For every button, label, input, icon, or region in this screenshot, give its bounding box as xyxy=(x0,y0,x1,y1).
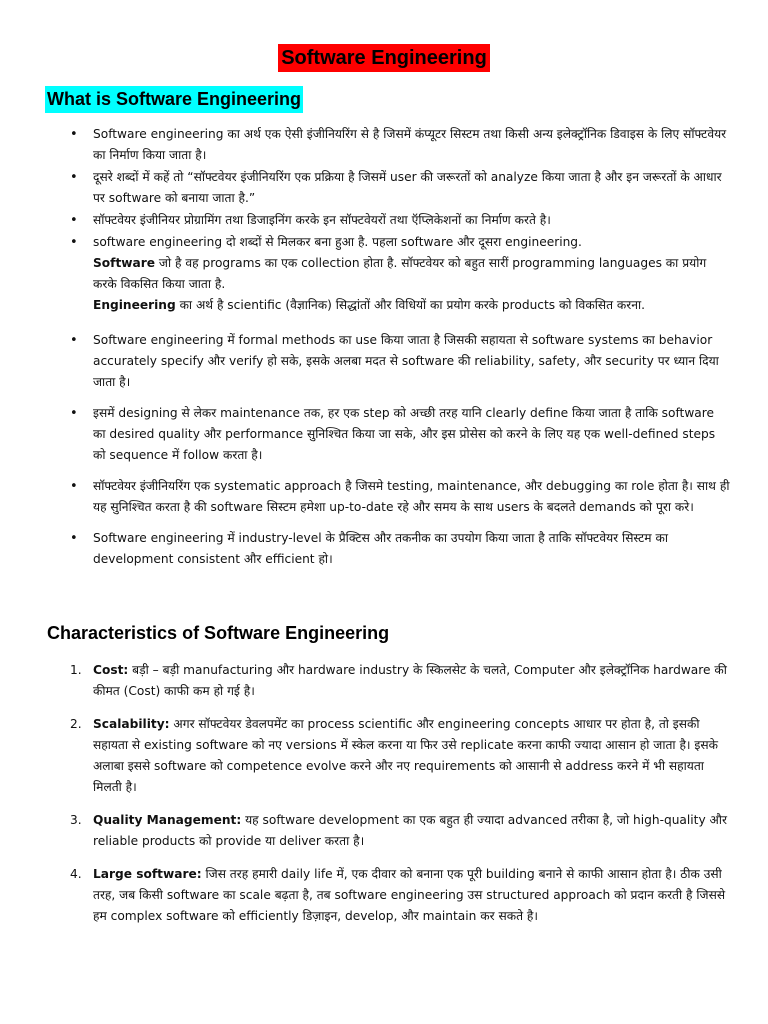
item-text: अगर सॉफ्टवेयर डेवलपमेंट का process scientific और engineering concepts आधार पर होता है, तो इसकी सहायता से existing software को नए versions में स्केल करना या फिर उसे replicate करना काफी ज्यादा आसान हो जाता है। इसके अलाबा इससे software को competence evolve करने और नए requirements को आसानी से address करने में भी सहायता मिलती है। xyxy=(93,717,719,794)
bullet-text: Software engineering में formal methods का use किया जाता है जिसकी सहायता से software systems का behavior accurately specify और verify हो सके, इसके अलबा मदत से software की reliability, safety, और security पर ध्यान दिया जाता है। xyxy=(93,333,719,389)
item-number: 1. xyxy=(70,663,82,677)
item-label: Scalability: xyxy=(93,717,170,731)
bullet-text: सॉफ्टवेयर इंजीनियर प्रोग्रामिंग तथा डिजाइनिंग करके इन सॉफ्टवेयरों तथा ऍप्लिकेशनों का निर्माण करते है। xyxy=(93,213,551,227)
item-text: बड़ी – बड़ी manufacturing और hardware industry के स्किलसेट के चलते, Computer और इलेक्ट्रॉनिक hardware की कीमत (Cost) काफी कम हो गई है। xyxy=(93,663,727,698)
section-heading-what-is: What is Software Engineering xyxy=(45,86,303,113)
bullet-item xyxy=(70,476,730,518)
bullet-text: सॉफ्टवेयर इंजीनियरिंग एक systematic approach है जिसमे testing, maintenance, और debugging का role होता है। साथ ही यह सुनिश्चित करता है की software सिस्टम हमेशा up-to-date रहे और समय के साथ users के बदलते demands को पूरा करे। xyxy=(93,479,730,514)
section-heading-characteristics: Characteristics of Software Engineering xyxy=(47,623,390,643)
list-item xyxy=(70,714,730,798)
term-label: Software xyxy=(93,256,156,270)
list-item xyxy=(70,660,730,702)
bullet-text: Software engineering में industry-level के प्रैक्टिस और तकनीक का उपयोग किया जाता है ताकि सॉफ्टवेयर सिस्टम का development consistent और efficient हो। xyxy=(93,531,668,566)
bullet-item xyxy=(70,403,730,466)
bullet-text: Software engineering का अर्थ एक ऐसी इंजीनियरिंग से है जिसमें कंप्यूटर सिस्टम तथा किसी अन्य इलेक्ट्रॉनिक डिवाइस के लिए सॉफ्टवेयर का निर्माण किया जाता है। xyxy=(93,127,727,162)
item-number: 4. xyxy=(70,867,82,881)
list-item xyxy=(70,810,730,852)
term-text: जो है वह programs का एक collection होता है. सॉफ्टवेयर को बहुत सारीं programming languages का प्रयोग करके विकसित किया जाता है. xyxy=(93,256,707,291)
list-item xyxy=(70,864,730,927)
bullet-item xyxy=(70,528,730,570)
bullet-text: • software engineering दो शब्दों से मिलकर बना हुआ है. पहला software और दूसरा engineering. xyxy=(93,235,582,249)
item-number: 3. xyxy=(70,813,82,827)
bullet-text: दूसरे शब्दों में कहें तो “सॉफ्टवेयर इंजीनियरिंग एक प्रक्रिया है जिसमें user की जरूरतों को analyze किया जाता है और इन जरूरतों के आधार पर software को बनाया जाता है.” xyxy=(93,170,722,205)
item-label: Large software: xyxy=(93,867,202,881)
bullet-subtext-software xyxy=(93,253,730,295)
item-text: यह software development का एक बहुत ही ज्यादा advanced तरीका है, जो high-quality और reliable products को provide या deliver करता है। xyxy=(93,813,727,848)
term-label: Engineering xyxy=(93,298,176,312)
bullet-item xyxy=(70,330,730,393)
bullet-item xyxy=(70,210,730,231)
item-label: Cost: xyxy=(93,663,129,677)
definition-bullet-list xyxy=(70,124,730,570)
item-text: जिस तरह हमारी daily life में, एक दीवार को बनाना एक पूरी building बनाने से काफी आसान होता है। ठीक उसी तरह, जब किसी software का scale बढ़ता है, तब software engineering उस structured approach को प्रदान करती है जिससे हम complex software को efficiently डिज़ाइन, develop, और maintain कर सकते है। xyxy=(93,867,726,923)
bullet-text: इसमें designing से लेकर maintenance तक, हर एक step को अच्छी तरह यानि clearly define किया जाता है ताकि software का desired quality और performance सुनिश्चित किया जा सके, और इस प्रोसेस को करने के लिए यह एक well-defined steps को sequence में follow करता है। xyxy=(93,406,716,462)
bullet-item xyxy=(70,232,730,316)
bullet-item xyxy=(70,167,730,209)
characteristics-list xyxy=(70,660,730,939)
bullet-item xyxy=(70,124,730,166)
document-title: Software Engineering xyxy=(278,44,490,72)
item-label: Quality Management: xyxy=(93,813,242,827)
title-container xyxy=(0,44,768,72)
item-number: 2. xyxy=(70,717,82,731)
term-text: का अर्थ है scientific (वैज्ञानिक) सिद्धांतों और विधियों का प्रयोग करके products को विकसित करना. xyxy=(175,298,646,312)
bullet-subtext-engineering xyxy=(93,295,730,316)
